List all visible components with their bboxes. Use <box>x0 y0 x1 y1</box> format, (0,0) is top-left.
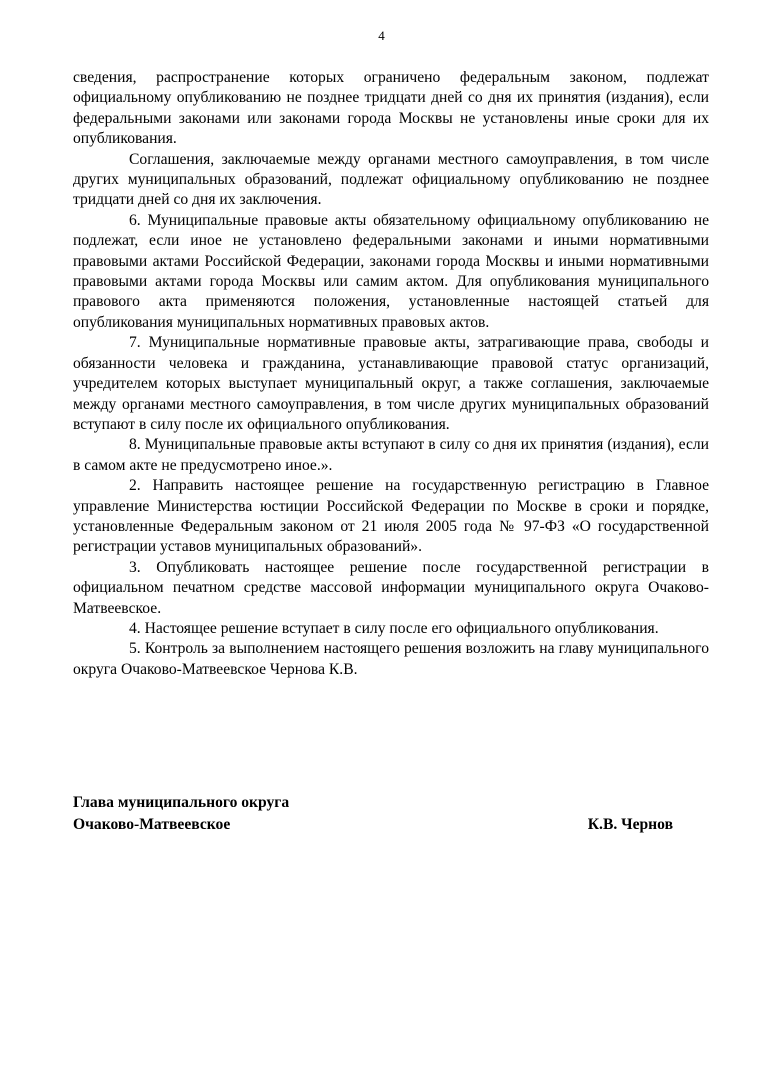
paragraph-decision-4: 4. Настоящее решение вступает в силу после его официального опубликования. <box>129 619 659 637</box>
signature-title-line-2 <box>73 814 673 836</box>
signature-title-line-1: Глава муниципального округа <box>73 794 290 811</box>
paragraph-decision-5: 5. Контроль за выполнением настоящего решения возложить на главу муниципального округа Очаково-Матвеевское Чернова К.В. <box>73 640 709 678</box>
paragraph-continuation: сведения, распространение которых ограничено федеральным законом, подлежат официальному опубликованию не позднее тридцати дней со дня их принятия (издания), если федеральными законами или законами города Москвы не установлены иные сроки для их опубликования. <box>73 69 709 148</box>
paragraph-item-8: 8. Муниципальные правовые акты вступают в силу со дня их принятия (издания), если в самом акте не предусмотрено иное.». <box>73 436 709 474</box>
paragraph-item-6: 6. Муниципальные правовые акты обязательному официальному опубликованию не подлежат, если иное не установлено федеральными законами и иными нормативными правовыми актами Российской Федерации, законами города Москвы и иными нормативными правовыми актами города Москвы или самим актом. Для опубликования муниципального правового акта применяются положения, установленные настоящей статьей для опубликования муниципальных нормативных правовых актов. <box>73 211 709 331</box>
paragraph-decision-3: 3. Опубликовать настоящее решение после государственной регистрации в официальном печатном средстве массовой информации муниципального округа Очаково-Матвеевское. <box>73 558 709 617</box>
signature-title-district: Очаково-Матвеевское <box>73 816 231 833</box>
paragraph-agreements: Соглашения, заключаемые между органами местного самоуправления, в том числе других муниципальных образований, подлежат официальному опубликованию не позднее тридцати дней со дня их заключения. <box>73 150 709 209</box>
page-number: 4 <box>378 28 385 43</box>
signatory-name: К.В. Чернов <box>587 816 673 833</box>
document-body <box>73 68 709 680</box>
paragraph-item-7: 7. Муниципальные нормативные правовые акты, затрагивающие права, свободы и обязанности человека и гражданина, устанавливающие правовой статус организаций, учредителем которых выступает муниципальный округ, а также соглашения, заключаемые между органами местного самоуправления, в том числе других муниципальных образований вступают в силу после их официального опубликования. <box>73 334 709 433</box>
signature-block <box>73 792 673 836</box>
paragraph-decision-2: 2. Направить настоящее решение на государственную регистрацию в Главное управление Министерства юстиции Российской Федерации по Москве в сроки и порядке, установленные Федеральным законом от 21 июля 2005 года № 97-ФЗ «О государственной регистрации уставов муниципальных образований». <box>73 477 709 556</box>
